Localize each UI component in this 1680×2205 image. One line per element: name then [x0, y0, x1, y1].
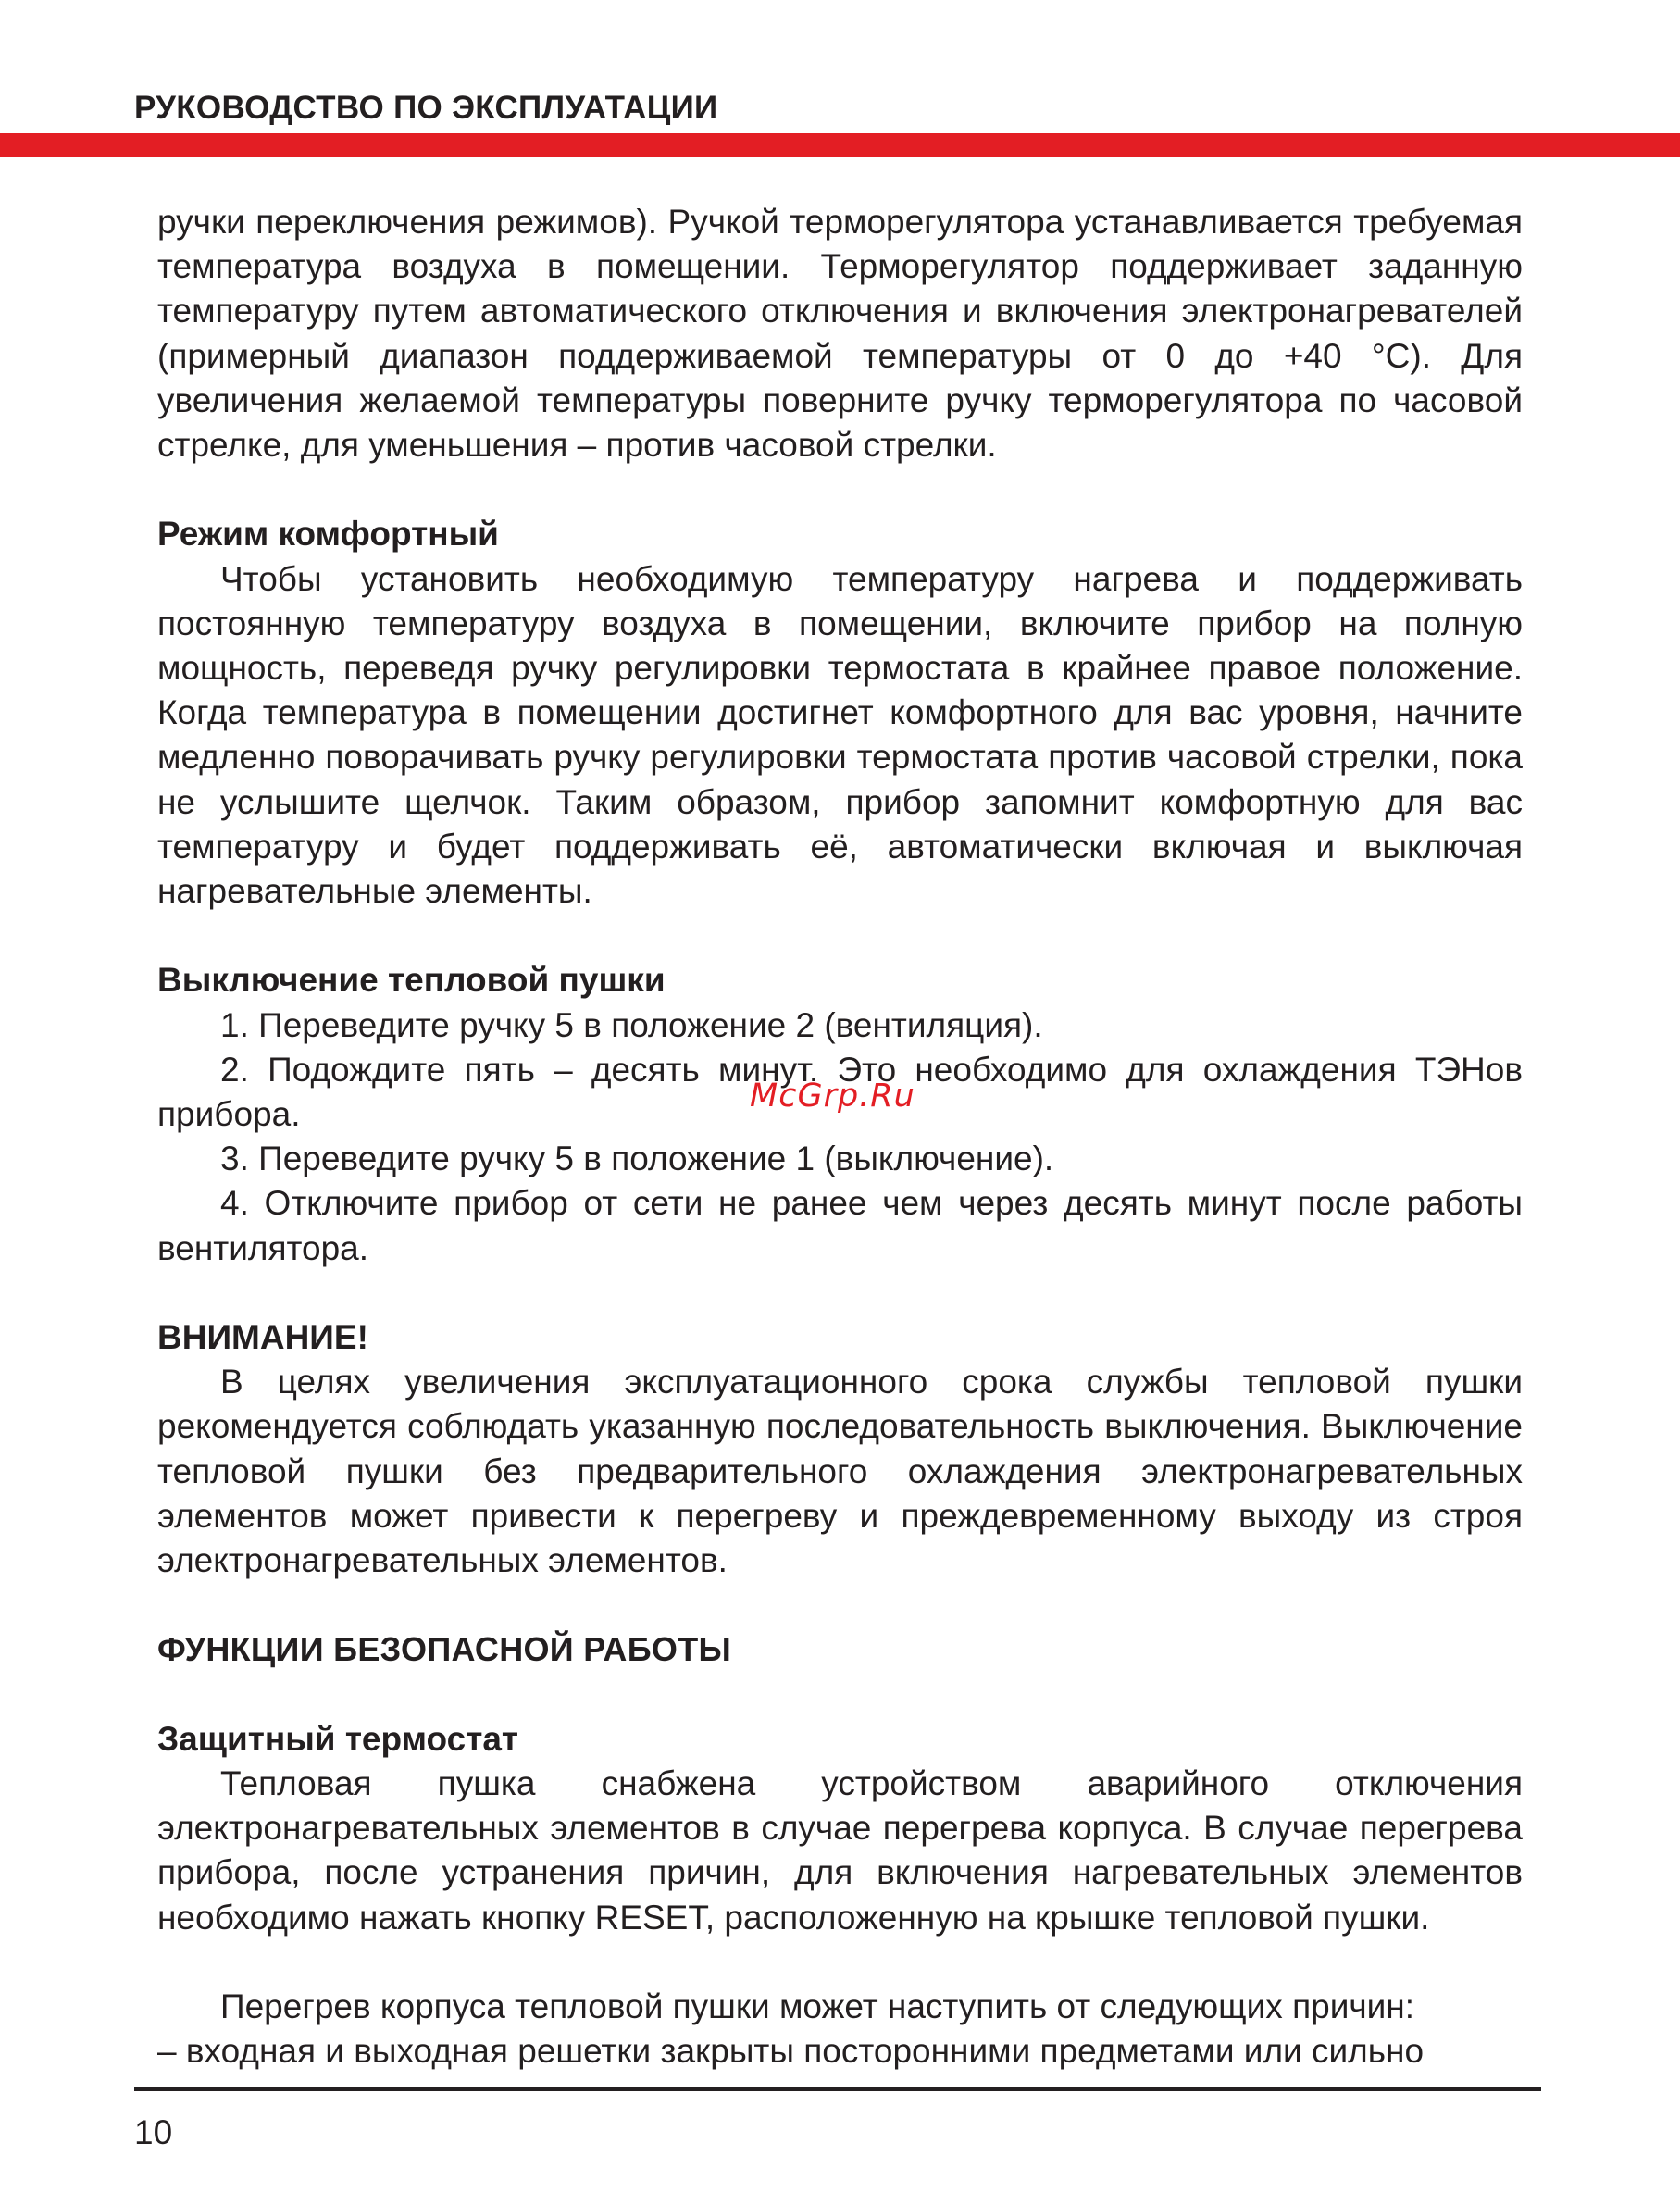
overheat-item: – входная и выходная решетки закрыты посторонними предметами или сильно: [157, 2032, 1425, 2071]
shutdown-step: 2. Подождите пять – десять минут. Это необходимо для охлаждения ТЭНов прибора.: [157, 1050, 1523, 1134]
intro-paragraph: ручки переключения режимов). Ручкой терморегулятора устанавливается требуемая температура воздуха в помещении. Терморегулятор поддерживает заданную температуру путем автоматического отключения и включения электронагревателей (примерный диапазон поддерживаемой температуры от 0 до +40 °С). Для увеличения желаемой температуры поверните ручку терморегулятора по часовой стрелке, для уменьшения – против часовой стрелки.: [157, 203, 1523, 465]
thermostat-heading: Защитный термостат: [157, 1719, 519, 1758]
spacer: [157, 1583, 1523, 1627]
warning-heading: ВНИМАНИЕ!: [157, 1318, 368, 1357]
shutdown-step: 3. Переведите ручку 5 в положение 1 (выключение).: [220, 1140, 1054, 1178]
watermark-text: McGrp.Ru: [750, 1078, 915, 1115]
comfort-mode-text: Чтобы установить необходимую температуру нагрева и поддерживать постоянную температуру воздуха в помещении, включите прибор на полную мощность, переведя ручку регулировки термостата в крайнее правое положение. Когда температура в помещении достигнет комфортного для вас уровня, начните медленно поворачивать ручку регулировки термостата против часовой стрелки, пока не услышите щелчок. Таким образом, прибор запомнит комфортную для вас температуру и будет поддерживать её, автоматически включая и выключая нагревательные элементы.: [157, 559, 1523, 911]
page-number: 10: [134, 2113, 173, 2151]
spacer: [157, 467, 1523, 512]
overheat-intro: Перегрев корпуса тепловой пушки может наступить от следующих причин:: [220, 1987, 1415, 2026]
warning-text: В целях увеличения эксплуатационного срока службы тепловой пушки рекомендуется соблюдать указанную последовательность выключения. Выключение тепловой пушки без предварительного охлаждения электронагревательных элементов может привести к перегреву и преждевременному выходу из строя электронагревательных элементов.: [157, 1363, 1523, 1580]
spacer: [157, 1271, 1523, 1315]
footer-divider: [134, 2087, 1541, 2091]
shutdown-heading: Выключение тепловой пушки: [157, 961, 666, 1000]
page-content: [157, 200, 1523, 2074]
thermostat-text: Тепловая пушка снабжена устройством аварийного отключения электронагревательных элементов в случае перегрева корпуса. В случае перегрева прибора, после устранения причин, для включения нагревательных элементов необходимо нажать кнопку RESET, расположенную на крышке тепловой пушки.: [157, 1764, 1523, 1937]
shutdown-step: 1. Переведите ручку 5 в положение 2 (вентиляция).: [220, 1005, 1043, 1044]
spacer: [157, 1673, 1523, 1717]
page-header-title: РУКОВОДСТВО ПО ЭКСПЛУАТАЦИИ: [134, 90, 718, 126]
comfort-mode-heading: Режим комфортный: [157, 515, 499, 554]
header-red-bar: [0, 133, 1680, 157]
shutdown-step: 4. Отключите прибор от сети не ранее чем через десять минут после работы вентилятора.: [157, 1184, 1523, 1267]
spacer: [157, 1940, 1523, 1985]
spacer: [157, 914, 1523, 958]
safety-section-heading: ФУНКЦИИ БЕЗОПАСНОЙ РАБОТЫ: [157, 1630, 732, 1669]
